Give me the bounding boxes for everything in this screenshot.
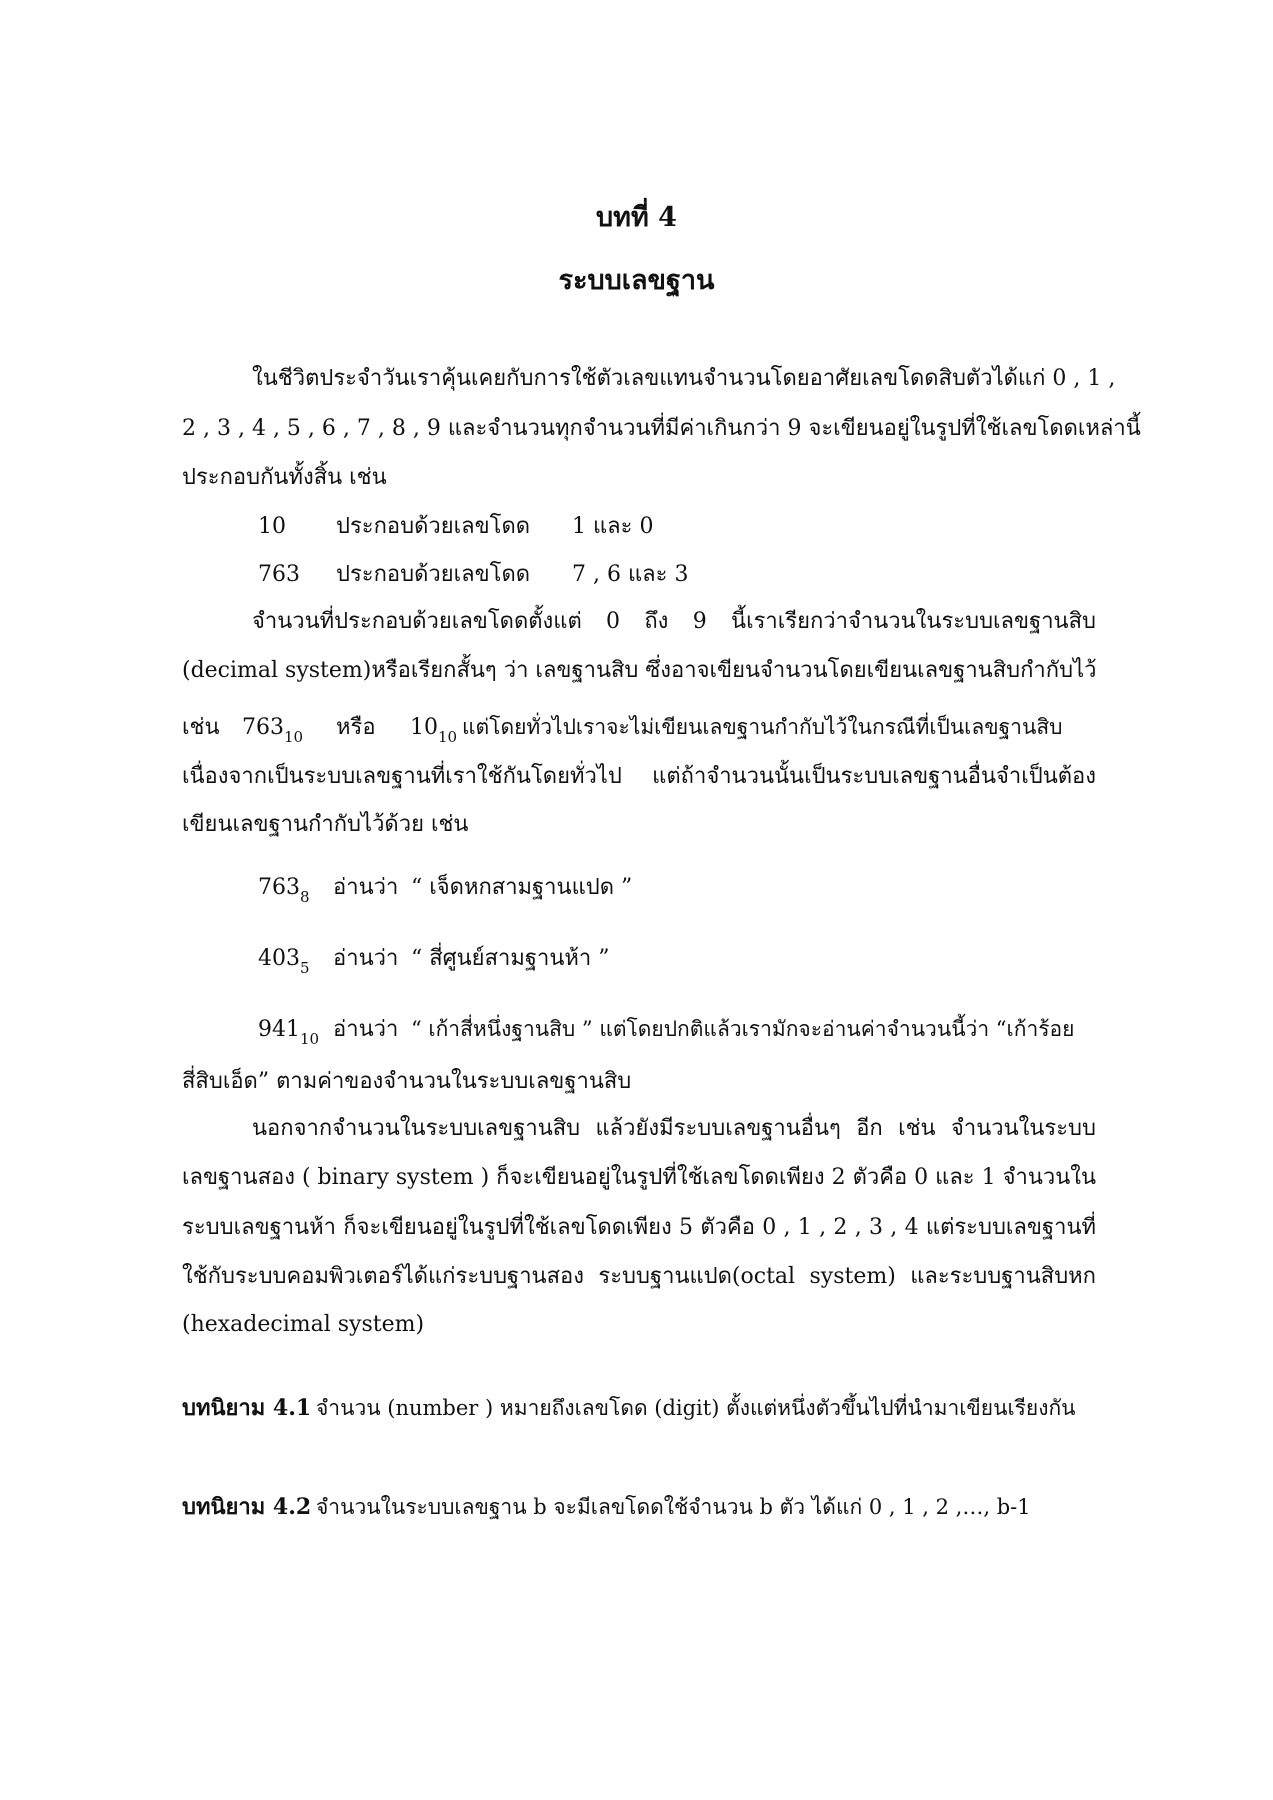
reading-word: อ่านว่า [333,1017,399,1042]
example-number: 763 [258,562,300,587]
intro-line-3: ประกอบกันทั้งสิ้น เช่น [182,465,387,490]
reading-text: “ เก้าสี่หนึ่งฐานสิบ ” แต่โดยปกติแล้วเรามักจะอ่านค่าจำนวนนี้ว่า “เก้าร้อย [411,1017,1075,1041]
definition-text: จำนวน (number ) หมายถึงเลขโดด (digit) ตั้งแต่หนึ่งตัวขึ้นไปที่นำมาเขียนเรียงกัน [316,1396,1076,1420]
decimal-line-4: เนื่องจากเป็นระบบเลขฐานที่เราใช้กันโดยทั่วไป แต่ถ้าจำนวนนั้นเป็นระบบเลขฐานอื่นจำเป็นต้อง [182,764,1096,789]
reading-number: $941_{10}$ [258,1017,320,1048]
decimal-or: หรือ [336,715,376,740]
other-bases-line-1: นอกจากจำนวนในระบบเลขฐานสิบ แล้วยังมีระบบเลขฐานอื่นๆ อีก เช่น จำนวนในระบบ [252,1116,1096,1141]
reading-text: “ เจ็ดหกสามฐานแปด ” [411,875,633,900]
definition-label: บทนิยาม 4.2 [182,1494,312,1520]
composition-example-row [258,560,688,590]
definition-label: บทนิยาม 4.1 [182,1395,312,1421]
decimal-line-2: (decimal system)หรือเรียกสั้นๆ ว่า เลขฐานสิบ ซึ่งอาจเขียนจำนวนโดยเขียนเลขฐานสิบกำกับไว้ [182,658,1097,683]
decimal-line-1: จำนวนที่ประกอบด้วยเลขโดดตั้งแต่ 0 ถึง 9 นี้เราเรียกว่าจำนวนในระบบเลขฐานสิบ [252,609,1096,634]
reading-text: “ สี่ศูนย์สามฐานห้า ” [411,946,610,971]
example-label: ประกอบด้วยเลขโดด [336,562,531,587]
reading-word: อ่านว่า [333,946,399,971]
composition-example-row [258,512,653,542]
example-number: 10 [258,514,286,539]
decimal-suffix: แต่โดยทั่วไปเราจะไม่เขียนเลขฐานกำกับไว้ในกรณีที่เป็นเลขฐานสิบ [462,715,1063,739]
decimal-example-1: $763_{10}$ [242,715,304,746]
other-bases-line-3: ระบบเลขฐานห้า ก็จะเขียนอยู่ในรูปที่ใช้เลขโดดเพียง 5 ตัวคือ 0 , 1 , 2 , 3 , 4 แต่ระบบเลขฐานที่ [182,1215,1096,1240]
reading-example-row [258,1014,1075,1048]
chapter-number-title: บทที่ 4 [596,202,677,233]
other-bases-line-2: เลขฐานสอง ( binary system ) ก็จะเขียนอยู่ในรูปที่ใช้เลขโดดเพียง 2 ตัวคือ 0 และ 1 จำนวนใน [182,1165,1097,1190]
decimal-line-3 [182,712,1063,746]
intro-line-2: 2 , 3 , 4 , 5 , 6 , 7 , 8 , 9 และจำนวนทุกจำนวนที่มีค่าเกินกว่า 9 จะเขียนอยู่ในรูปที่ใช้เลขโดดเหล่านี้ [182,416,1141,441]
reading-continuation: สี่สิบเอ็ด” ตามค่าของจำนวนในระบบเลขฐานสิบ [182,1069,632,1094]
example-digits: 7 , 6 และ 3 [572,562,689,587]
decimal-example-2: $10_{10}$ [410,715,458,746]
intro-line-1: ในชีวิตประจำวันเราคุ้นเคยกับการใช้ตัวเลขแทนจำนวนโดยอาศัยเลขโดดสิบตัวได้แก่ 0 , 1 , [252,366,1116,391]
other-bases-line-5: (hexadecimal system) [182,1312,425,1337]
example-digits: 1 และ 0 [572,514,654,539]
reading-word: อ่านว่า [333,875,399,900]
reading-example-row [258,873,633,906]
reading-example-row [258,944,610,977]
definition-row [182,1492,1031,1523]
chapter-title: ระบบเลขฐาน [558,265,715,296]
reading-number: $403_5$ [258,946,310,977]
reading-number: $763_8$ [258,875,310,906]
decimal-prefix: เช่น [182,715,220,740]
definition-row [182,1393,1076,1424]
example-label: ประกอบด้วยเลขโดด [336,514,531,539]
definition-text: จำนวนในระบบเลขฐาน b จะมีเลขโดดใช้จำนวน b ตัว ได้แก่ 0 , 1 , 2 ,…, b-1 [316,1495,1031,1519]
other-bases-line-4: ใช้กับระบบคอมพิวเตอร์ได้แก่ระบบฐานสอง ระบบฐานแปด(octal system) และระบบฐานสิบหก [182,1264,1096,1289]
decimal-line-5: เขียนเลขฐานกำกับไว้ด้วย เช่น [182,812,469,837]
